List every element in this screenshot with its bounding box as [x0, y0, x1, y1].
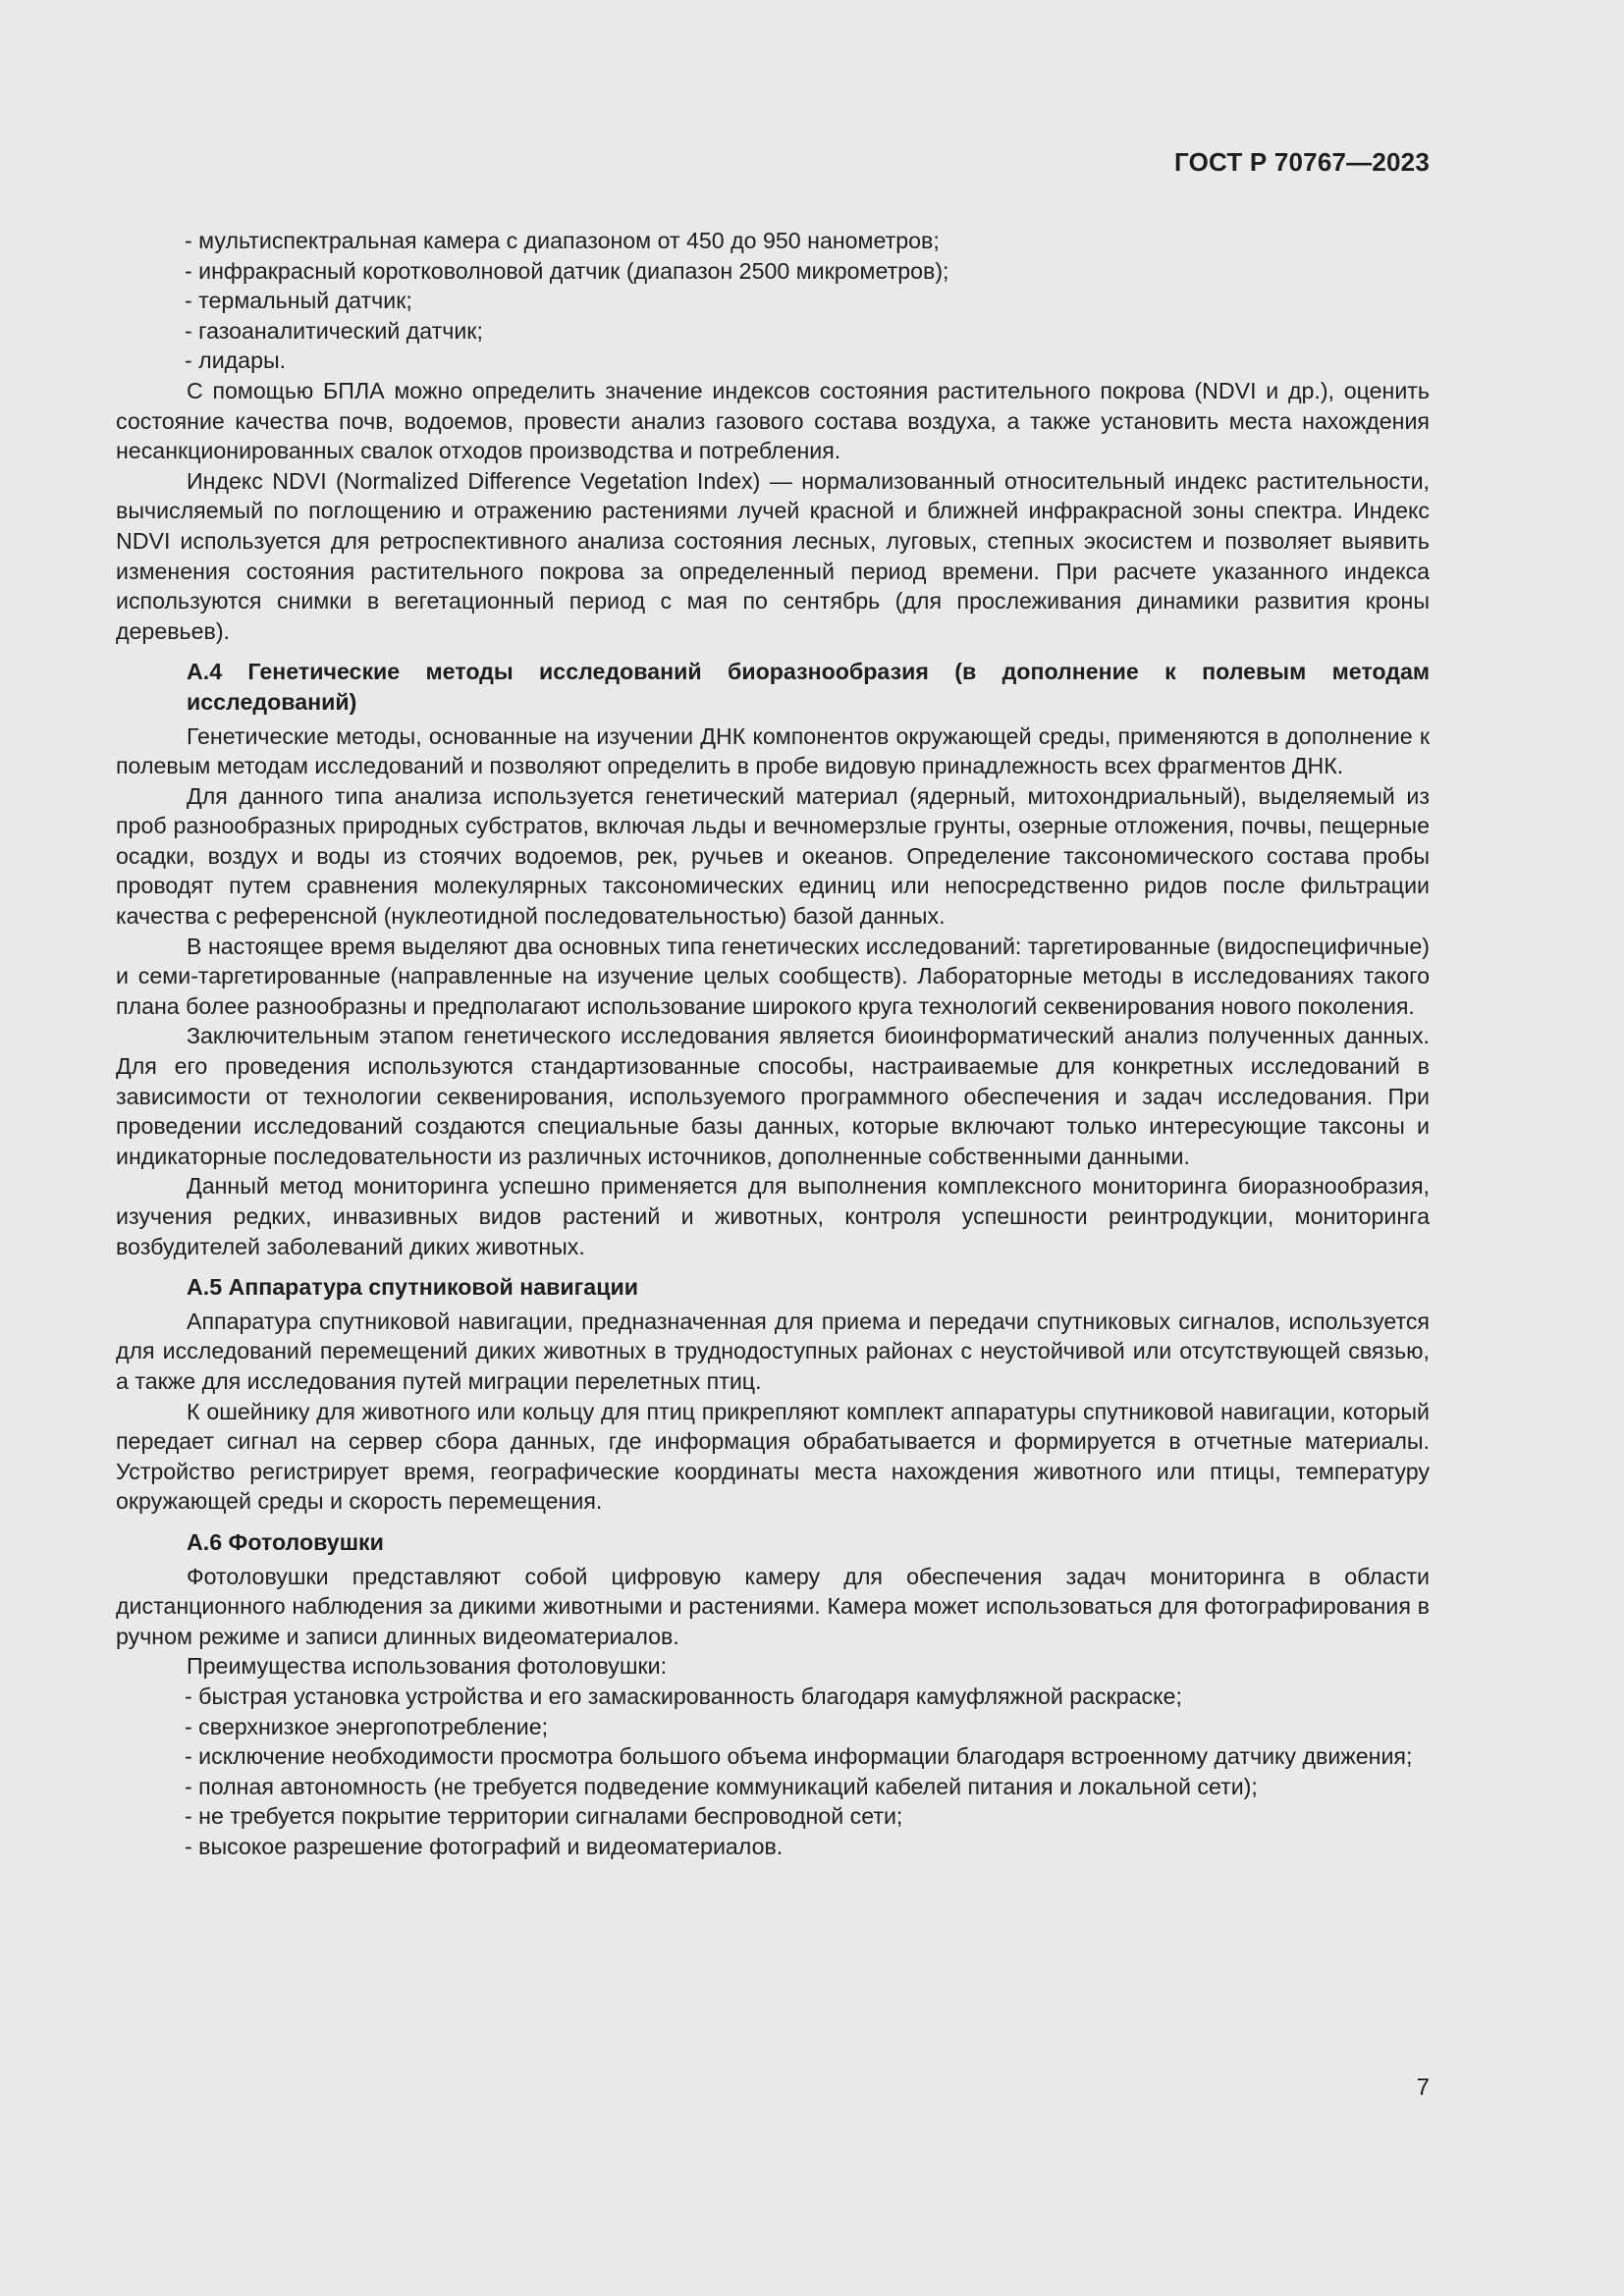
list-item: - инфракрасный коротковолновой датчик (диапазон 2500 микрометров);	[185, 257, 949, 284]
list-item: - полная автономность (не требуется подведение коммуникаций кабелей питания и локальной сети);	[185, 1773, 1258, 1799]
paragraph: С помощью БПЛА можно определить значение индексов состояния растительного покрова (NDVI и др.), оценить состояние качества почв, водоемов, провести анализ газового состава воздуха, а также установить места нахождения несанкционированных свалок отходов производства и потребления.	[116, 377, 1430, 464]
list-item: - газоаналитический датчик;	[185, 317, 483, 344]
paragraph: Генетические методы, основанные на изучении ДНК компонентов окружающей среды, применяются в дополнение к полевым методам исследований и позволяют определить в пробе видовую принадлежность всех фрагментов ДНК.	[116, 722, 1430, 779]
paragraph: Данный метод мониторинга успешно применяется для выполнения комплексного мониторинга биоразнообразия, изучения редких, инвазивных видов растений и животных, контроля успешности реинтродукции, мониторинга возбудителей заболеваний диких животных.	[116, 1173, 1430, 1259]
list-item: - быстрая установка устройства и его замаскированность благодаря камуфляжной раскраске;	[185, 1682, 1182, 1709]
list-item: - исключение необходимости просмотра большого объема информации благодаря встроенному датчику движения;	[185, 1743, 1413, 1770]
list-item: - сверхнизкое энергопотребление;	[185, 1713, 549, 1739]
paragraph: Для данного типа анализа используется генетический материал (ядерный, митохондриальный), выделяемый из проб разнообразных природных субстратов, включая льды и вечномерзлые грунты, озерные отложения, почвы, пещерные осадки, воздух и воды из стоячих водоемов, рек, ручьев и океанов. Определение таксономического состава пробы проводят путем сравнения молекулярных таксономических единиц или непосредственно ридов после фильтрации качества с референсной (нуклеотидной последовательностью) базой данных.	[116, 782, 1430, 930]
paragraph: Преимущества использования фотоловушки:	[187, 1653, 668, 1680]
section-heading: А.4 Генетические методы исследований биоразнообразия (в дополнение к полевым методам исследований)	[187, 659, 1430, 715]
section-heading: А.6 Фотоловушки	[187, 1528, 384, 1555]
list-item: - лидары.	[185, 347, 287, 374]
paragraph: Индекс NDVI (Normalized Difference Vegetation Index) — нормализованный относительный индекс растительности, вычисляемый по поглощению и отражению растениями лучей красной и ближней инфракрасной зоны спектра. Индекс NDVI используется для ретроспективного анализа состояния лесных, луговых, степных экосистем и позволяет выявить изменения состояния растительного покрова за определенный период времени. При расчете указанного индекса используются снимки в вегетационный период с мая по сентябрь (для прослеживания динамики развития кроны деревьев).	[116, 467, 1430, 644]
list-item: - термальный датчик;	[185, 288, 412, 314]
document-body	[116, 226, 1430, 1861]
list-item: - не требуется покрытие территории сигналами беспроводной сети;	[185, 1803, 903, 1830]
list-item: - высокое разрешение фотографий и видеоматериалов.	[185, 1833, 784, 1859]
document-code-header: ГОСТ Р 70767—2023	[1174, 147, 1430, 177]
list-item: - мультиспектральная камера с диапазоном от 450 до 950 нанометров;	[185, 228, 940, 253]
paragraph: К ошейнику для животного или кольцу для птиц прикрепляют комплект аппаратуры спутниковой навигации, который передает сигнал на сервер сбора данных, где информация обрабатывается и формируется в отчетные материалы. Устройство регистрирует время, географические координаты места нахождения животного или птицы, температуру окружающей среды и скорость перемещения.	[116, 1398, 1430, 1515]
page-number: 7	[1416, 2074, 1430, 2101]
paragraph: Заключительным этапом генетического исследования является биоинформатический анализ полученных данных. Для его проведения используются стандартизованные способы, настраиваемые для конкретных исследований в зависимости от технологии секвенирования, используемого программного обеспечения и задач исследования. При проведении исследований создаются специальные базы данных, которые включают только интересующие таксоны и индикаторные последовательности из различных источников, дополненные собственными данными.	[116, 1023, 1430, 1169]
paragraph: Аппаратура спутниковой навигации, предназначенная для приема и передачи спутниковых сигналов, используется для исследований перемещений диких животных в труднодоступных районах с неустойчивой или отсутствующей связью, а также для исследования путей миграции перелетных птиц.	[116, 1308, 1430, 1394]
paragraph: В настоящее время выделяют два основных типа генетических исследований: таргетированные (видоспецифичные) и семи-таргетированные (направленные на изучение целых сообществ). Лабораторные методы в исследованиях такого плана более разнообразны и предполагают использование широкого круга технологий секвенирования нового поколения.	[116, 933, 1430, 1019]
section-heading: А.5 Аппаратура спутниковой навигации	[187, 1274, 638, 1301]
paragraph: Фотоловушки представляют собой цифровую камеру для обеспечения задач мониторинга в области дистанционного наблюдения за дикими животными и растениями. Камера может использоваться для фотографирования в ручном режиме и записи длинных видеоматериалов.	[116, 1563, 1430, 1649]
